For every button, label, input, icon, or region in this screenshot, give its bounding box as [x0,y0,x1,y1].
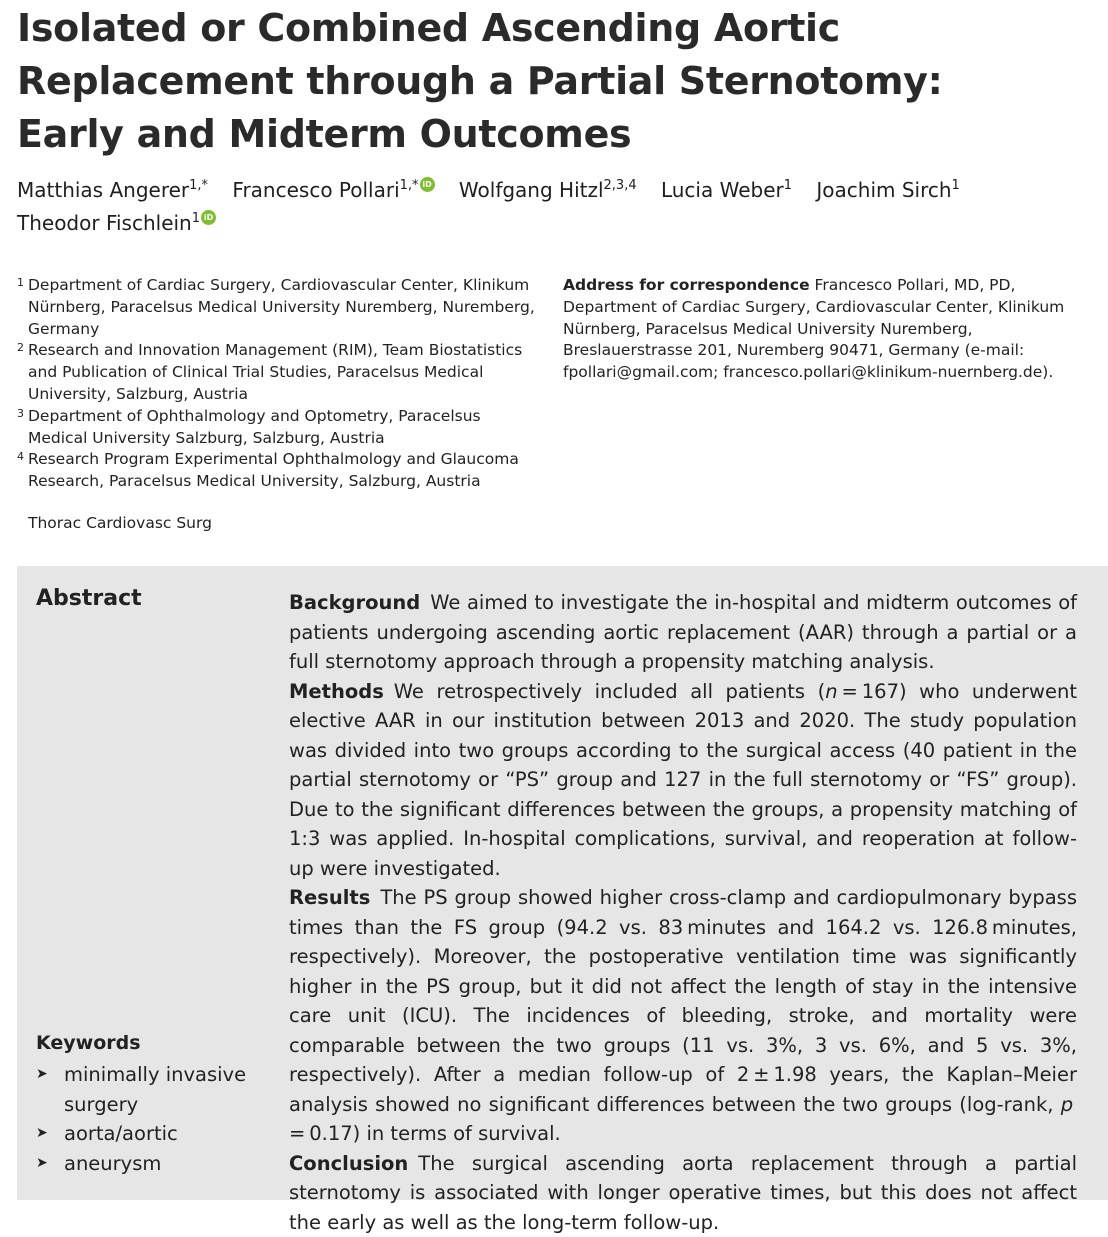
title-line: Early and Midterm Outcomes [17,108,1097,161]
section-text: We aimed to investigate the in-hospital and midterm outcomes of patients undergoing ascending aortic replacement (AAR) through a partial or a full sternotomy approach through a propensity matching analysis. [289,591,1077,673]
title-line: Isolated or Combined Ascending Aortic [17,2,1097,55]
abstract-heading: Abstract [36,586,142,611]
keyword-item: ➤ aorta/aortic [36,1119,266,1149]
journal-name: Thorac Cardiovasc Surg [28,514,212,532]
author-name: Lucia Weber [661,178,784,202]
author [17,207,216,240]
keyword-item: ➤ minimally invasive surgery [36,1060,266,1119]
affiliation [17,275,537,340]
correspondence-label: Address for correspondence [563,276,810,294]
orcid-icon[interactable]: iD [201,210,216,225]
keywords-heading: Keywords [36,1032,141,1054]
section-heading: Methods [289,680,384,703]
affiliation [17,406,537,450]
abstract-section-results [289,883,1077,1149]
section-heading: Conclusion [289,1152,408,1175]
author [661,174,792,207]
section-text: The surgical ascending aorta replacement through a partial sternotomy is associated with longer operative times, but this does not affect the early as well as the long-term follow-up. [289,1152,1077,1234]
affiliation [17,449,537,493]
keywords-list [36,1060,266,1178]
orcid-icon[interactable]: iD [420,177,435,192]
affiliation [17,340,537,405]
author-name: Matthias Angerer [17,178,189,202]
italic-symbol: n [825,680,837,703]
affiliation-text: Research Program Experimental Ophthalmology and Glaucoma Research, Paracelsus Medical University, Salzburg, Austria [28,450,519,490]
affiliation-number: 1 [17,272,24,294]
author [17,174,208,207]
section-heading: Background [289,591,420,614]
author-affil-sup: 1 [192,211,200,226]
author-list [17,174,1097,240]
author-name: Joachim Sirch [816,178,951,202]
correspondence-block [563,275,1093,384]
author [232,174,434,207]
section-text: We retrospectively included all patients ( [394,680,825,703]
abstract-body [289,588,1077,1237]
section-text: = 0.17) in terms of survival. [289,1093,1077,1146]
affiliation-text: Research and Innovation Management (RIM), Team Biostatistics and Publication of Clinical Trial Studies, Paracelsus Medical University, Salzburg, Austria [28,341,522,403]
abstract-section-methods [289,677,1077,884]
section-text: The PS group showed higher cross-clamp and cardiopulmonary bypass times than the FS group (94.2 vs. 83 minutes and 164.2 vs. 126.8 minutes, respectively). Moreover, the postoperative ventilation time was significantly higher in the PS group, but it did not affect the length of stay in the intensive care unit (ICU). The incidences of bleeding, stroke, and mortality were comparable between the two groups (11 vs. 3%, 3 vs. 6%, and 5 vs. 3%, respectively). After a median follow-up of 2 ± 1.98 years, the Kaplan–Meier analysis showed no significant differences between the two groups (log-rank, [289,886,1077,1116]
abstract-box [17,566,1108,1200]
affiliation-list [17,275,537,493]
correspondence-address: Francesco Pollari, MD, PD, Department of Cardiac Surgery, Cardiovascular Center, Klinikum Nürnberg, Paracelsus Medical University Nuremberg, Breslauerstrasse 201, Nuremberg 90471, Germany [563,276,1064,359]
affiliation-text: Department of Cardiac Surgery, Cardiovascular Center, Klinikum Nürnberg, Paracelsus Medical University Nuremberg, Nuremberg, Germany [28,276,535,338]
author-name: Wolfgang Hitzl [459,178,604,202]
author-affil-sup: 1,* [189,178,208,193]
affiliation-number: 4 [17,446,24,468]
abstract-section-background [289,588,1077,677]
article-title [17,2,1097,161]
italic-symbol: p [1061,1093,1073,1116]
keyword-item: ➤ aneurysm [36,1149,266,1179]
abstract-section-conclusion [289,1149,1077,1237]
author-affil-sup: 1 [784,178,792,193]
correspondence-email[interactable]: (e-mail: fpollari@gmail.com; francesco.pollari@klinikum-nuernberg.de). [563,341,1053,381]
author-name: Francesco Pollari [232,178,399,202]
section-text: = 167) who underwent elective AAR in our institution between 2013 and 2020. The study population was divided into two groups according to the surgical access (40 patient in the partial sternotomy or “PS” group and 127 in the full sternotomy or “FS” group). Due to the significant differences between the groups, a propensity matching of 1:3 was applied. In-hospital complications, survival, and reoperation at follow-up were investigated. [289,680,1077,880]
author [816,174,959,207]
affiliation-number: 3 [17,403,24,425]
affiliation-text: Department of Ophthalmology and Optometry, Paracelsus Medical University Salzburg, Salzburg, Austria [28,407,481,447]
author-affil-sup: 1,* [400,178,419,193]
section-heading: Results [289,886,370,909]
author-affil-sup: 2,3,4 [604,178,637,193]
author-name: Theodor Fischlein [17,211,192,235]
title-line: Replacement through a Partial Sternotomy: [17,55,1097,108]
affiliation-number: 2 [17,337,24,359]
author [459,174,637,207]
author-affil-sup: 1 [952,178,960,193]
